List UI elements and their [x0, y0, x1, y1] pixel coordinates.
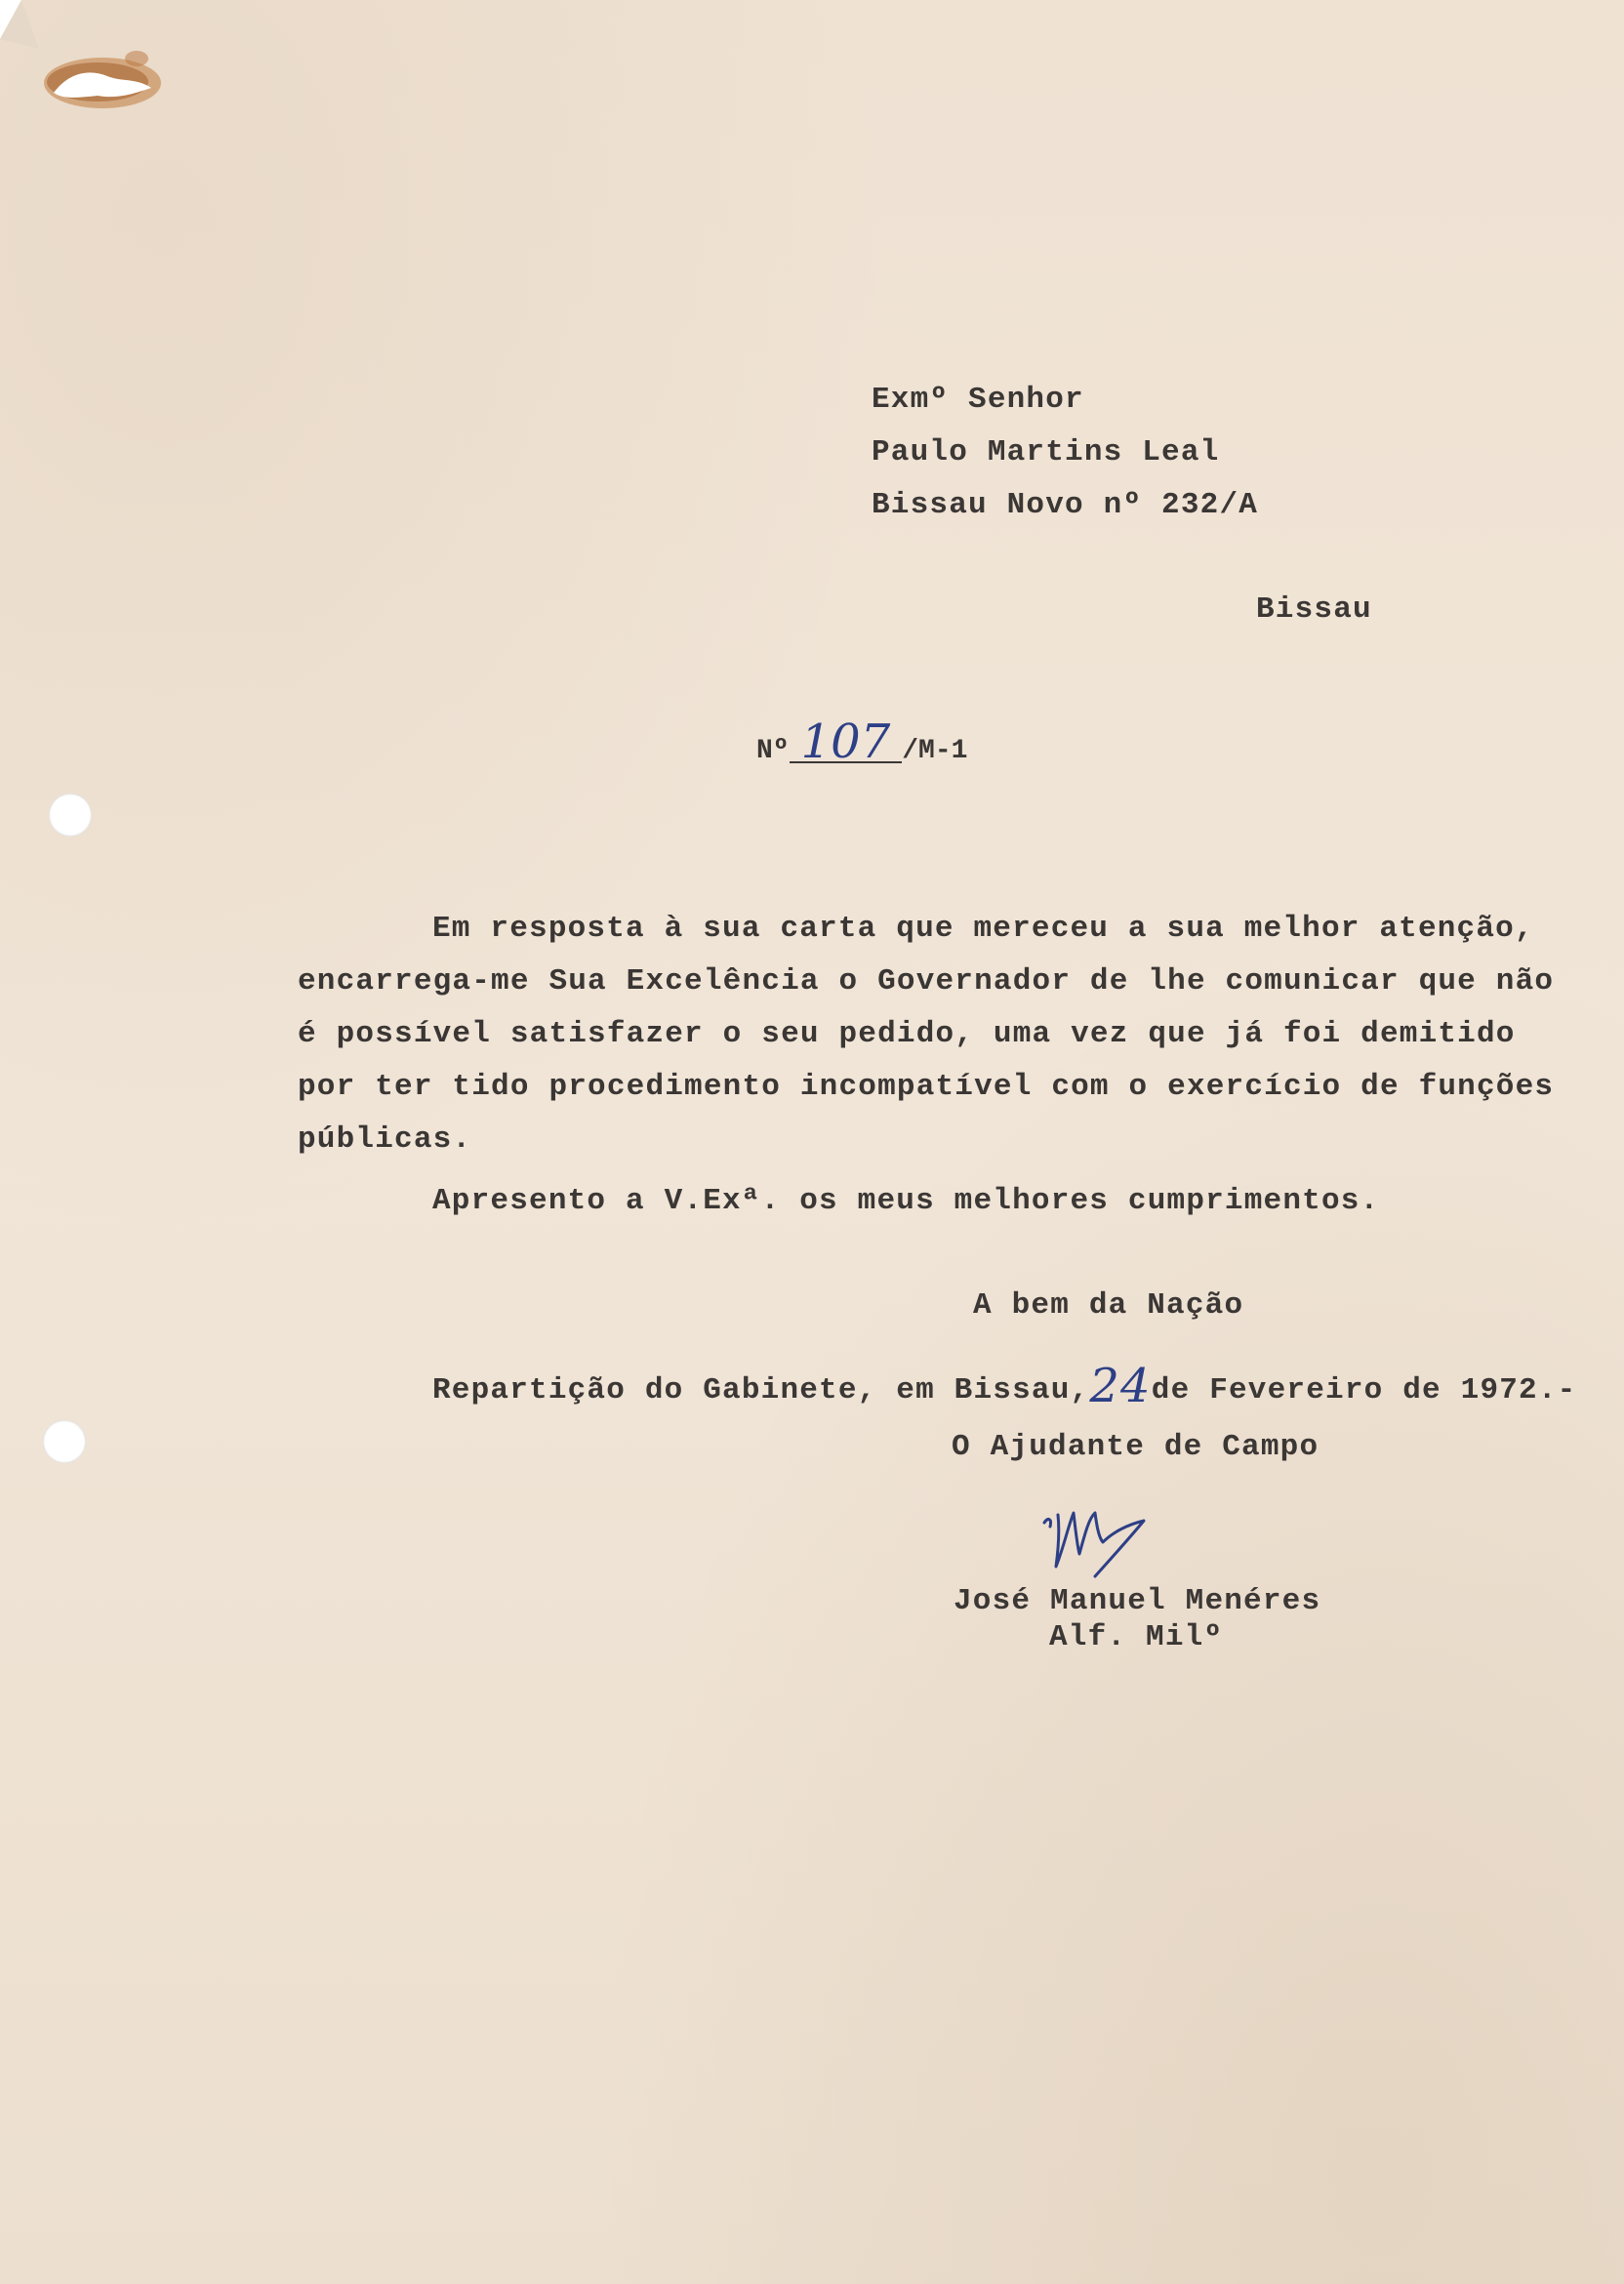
signatory-title: O Ajudante de Campo: [952, 1430, 1320, 1464]
body-line: públicas.: [298, 1122, 472, 1157]
punch-hole: [49, 794, 92, 836]
dateline: [432, 1359, 1576, 1413]
dateline-prefix: Repartição do Gabinete, em Bissau,: [432, 1373, 1090, 1407]
dateline-day-handwritten: 24: [1089, 1359, 1152, 1413]
body-line: é possível satisfazer o seu pedido, uma vez que já foi demitido: [298, 1017, 1516, 1051]
reference-handwritten-number: 107: [790, 722, 903, 763]
burn-mark-stain: [29, 39, 166, 117]
recipient-salutation: Exmº Senhor: [872, 383, 1084, 417]
letter-body: [298, 903, 1557, 1166]
reference-suffix: /M-1: [902, 736, 968, 766]
body-line: encarrega-me Sua Excelência o Governador de lhe comunicar que não: [298, 964, 1555, 999]
salutation: A bem da Nação: [973, 1288, 1244, 1323]
closing-sentence: Apresento a V.Exª. os meus melhores cumprimentos.: [432, 1184, 1380, 1218]
reference-prefix: Nº: [756, 736, 790, 766]
recipient-city: Bissau: [1256, 592, 1372, 627]
signatory-rank: Alf. Milº: [1049, 1620, 1224, 1654]
recipient-address: Bissau Novo nº 232/A: [872, 488, 1259, 522]
punch-hole: [43, 1420, 86, 1463]
body-line: por ter tido procedimento incompatível com o exercício de funções: [298, 1070, 1555, 1104]
reference-number: [756, 714, 968, 769]
signatory-name: José Manuel Menéres: [954, 1584, 1321, 1618]
recipient-name: Paulo Martins Leal: [872, 435, 1220, 469]
dateline-suffix: de Fevereiro de 1972.-: [1151, 1373, 1577, 1407]
body-line: Em resposta à sua carta que mereceu a sua melhor atenção,: [432, 912, 1534, 946]
